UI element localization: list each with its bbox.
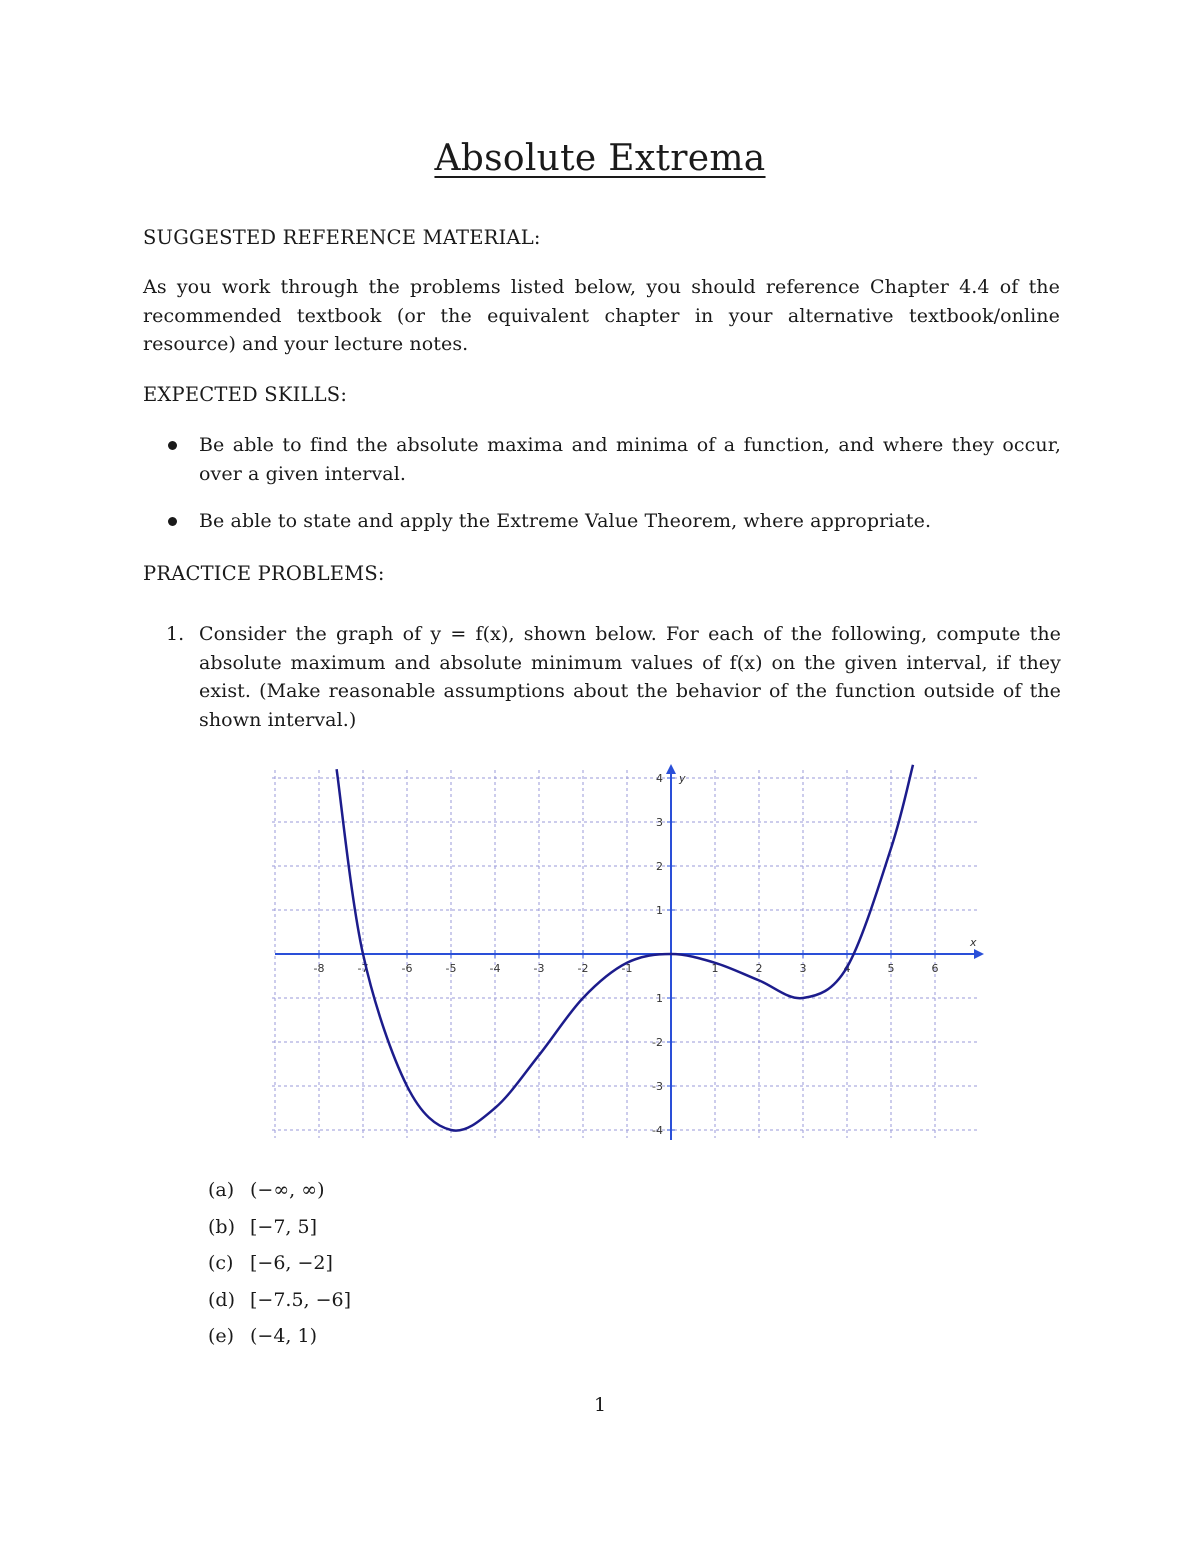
part-label: (a) — [208, 1179, 235, 1201]
x-tick-label: 1 — [711, 962, 719, 975]
problem-text: Consider the graph of y = f(x), shown below. For each of the following, compute the absolute maximum and absolute minimum values of f(x) on the given interval, if they exist. (Make reasonable assumptions about the behavior of the function outside of the shown interval.) — [199, 623, 1061, 731]
y-tick-label: -4 — [652, 1124, 663, 1137]
x-tick-label: -1 — [621, 962, 633, 975]
part-interval: [−7, 5] — [250, 1216, 318, 1238]
y-tick-label: 4 — [656, 772, 663, 785]
x-tick-label: 3 — [799, 962, 807, 975]
x-tick-label: 2 — [755, 962, 763, 975]
problem-number: 1. — [166, 623, 185, 645]
part-label: (c) — [208, 1252, 234, 1274]
x-tick-label: -7 — [357, 962, 369, 975]
function-curve — [337, 765, 913, 1131]
skill-item: Be able to state and apply the Extreme Value Theorem, where appropriate. — [199, 510, 932, 532]
x-tick-label: 6 — [931, 962, 939, 975]
x-tick-label: -3 — [533, 962, 545, 975]
part-label: (b) — [208, 1216, 235, 1238]
x-tick-label: 4 — [843, 962, 851, 975]
x-axis-arrow — [974, 949, 984, 959]
part-label: (d) — [208, 1289, 235, 1311]
x-tick-label: -4 — [489, 962, 501, 975]
y-tick-label: 3 — [656, 816, 663, 829]
x-tick-label: -2 — [577, 962, 589, 975]
x-tick-label: -5 — [445, 962, 457, 975]
part-interval: (−4, 1) — [250, 1325, 318, 1347]
x-axis-label: x — [970, 936, 977, 949]
part-interval: [−7.5, −6] — [250, 1289, 352, 1311]
y-tick-label: 2 — [656, 860, 663, 873]
page-title: Absolute Extrema — [434, 138, 766, 179]
y-tick-label: 1 — [656, 992, 663, 1005]
part-interval: (−∞, ∞) — [250, 1179, 325, 1201]
y-axis-arrow — [666, 764, 676, 774]
skills-heading: EXPECTED SKILLS: — [143, 383, 348, 406]
practice-heading: PRACTICE PROBLEMS: — [143, 562, 385, 585]
y-tick-label: -3 — [652, 1080, 663, 1093]
x-tick-label: 5 — [887, 962, 895, 975]
part-label: (e) — [208, 1325, 235, 1347]
skill-item: Be able to find the absolute maxima and minima of a function, and where they occur, over a given interval. — [199, 434, 1061, 485]
part-interval: [−6, −2] — [250, 1252, 333, 1274]
x-tick-label: -6 — [401, 962, 413, 975]
reference-text: As you work through the problems listed below, you should reference Chapter 4.4 of the recommended textbook (or the equivalent chapter in your alternative textbook/online resource) and your lecture notes. — [143, 276, 1060, 355]
y-axis-label: y — [679, 772, 686, 785]
reference-heading: SUGGESTED REFERENCE MATERIAL: — [143, 226, 541, 249]
y-tick-label: 1 — [656, 904, 663, 917]
page-number: 1 — [593, 1394, 607, 1416]
y-tick-label: -2 — [652, 1036, 663, 1049]
x-tick-label: -8 — [313, 962, 325, 975]
